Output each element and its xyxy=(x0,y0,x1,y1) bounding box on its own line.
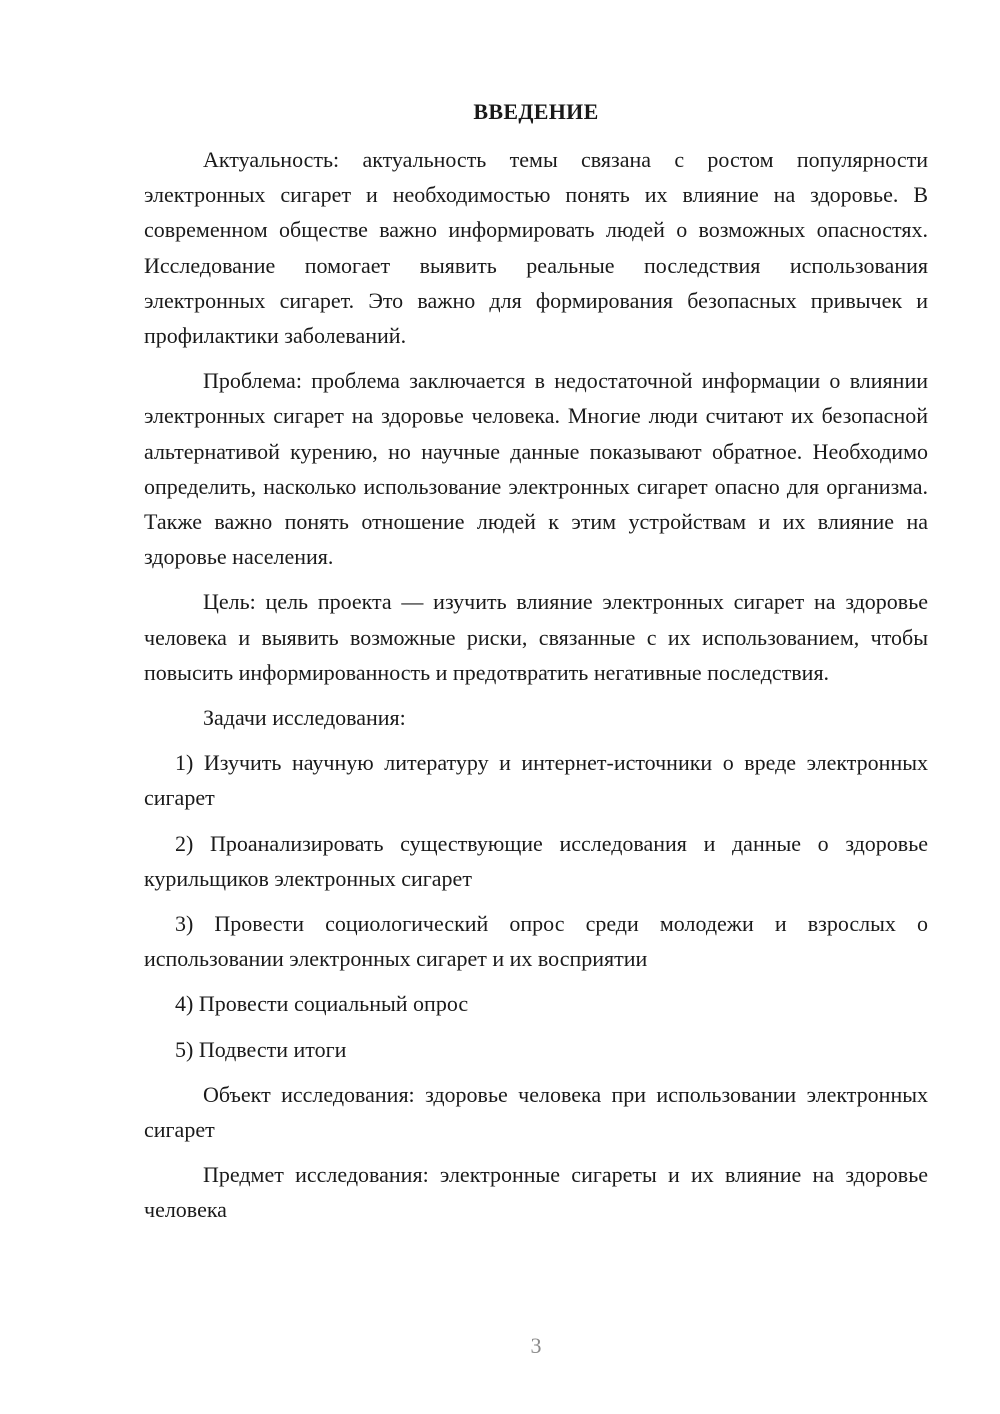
paragraph-goal: Цель: цель проекта — изучить влияние электронных сигарет на здоровье человека и выявить возможные риски, связанные с их использованием, чтобы повысить информированность и предотвратить негативные последствия. xyxy=(144,589,928,685)
body-text xyxy=(144,142,928,1238)
list-item-task-2: 2) Проанализировать существующие исследования и данные о здоровье курильщиков электронных сигарет xyxy=(144,830,928,891)
paragraph-relevance: Актуальность: актуальность темы связана с ростом популярности электронных сигарет и необходимостью понять их влияние на здоровье. В современном обществе важно информировать людей о возможных опасностях. Исследование помогает выявить реальные последствия использования электронных сигарет. Это важно для формирования безопасных привычек и профилактики заболеваний. xyxy=(144,147,928,349)
paragraph-tasks-heading: Задачи исследования: xyxy=(203,705,406,731)
list-item-task-4: 4) Провести социальный опрос xyxy=(175,991,469,1017)
paragraph-subject: Предмет исследования: электронные сигареты и их влияние на здоровье человека xyxy=(144,1162,928,1223)
section-heading: ВВЕДЕНИЕ xyxy=(473,99,599,124)
list-item-task-3: 3) Провести социологический опрос среди молодежи и взрослых о использовании электронных сигарет и их восприятии xyxy=(144,911,928,972)
list-item-task-1: 1) Изучить научную литературу и интернет-источники о вреде электронных сигарет xyxy=(144,750,928,811)
paragraph-problem: Проблема: проблема заключается в недостаточной информации о влиянии электронных сигарет на здоровье человека. Многие люди считают их безопасной альтернативой курению, но научные данные показывают обратное. Необходимо определить, насколько использование электронных сигарет опасно для организма. Также важно понять отношение людей к этим устройствам и их влияние на здоровье населения. xyxy=(144,368,928,570)
document-page xyxy=(144,0,928,1414)
paragraph-object: Объект исследования: здоровье человека при использовании электронных сигарет xyxy=(144,1081,928,1143)
page-number: 3 xyxy=(530,1333,542,1358)
list-item-task-5: 5) Подвести итоги xyxy=(175,1036,347,1062)
